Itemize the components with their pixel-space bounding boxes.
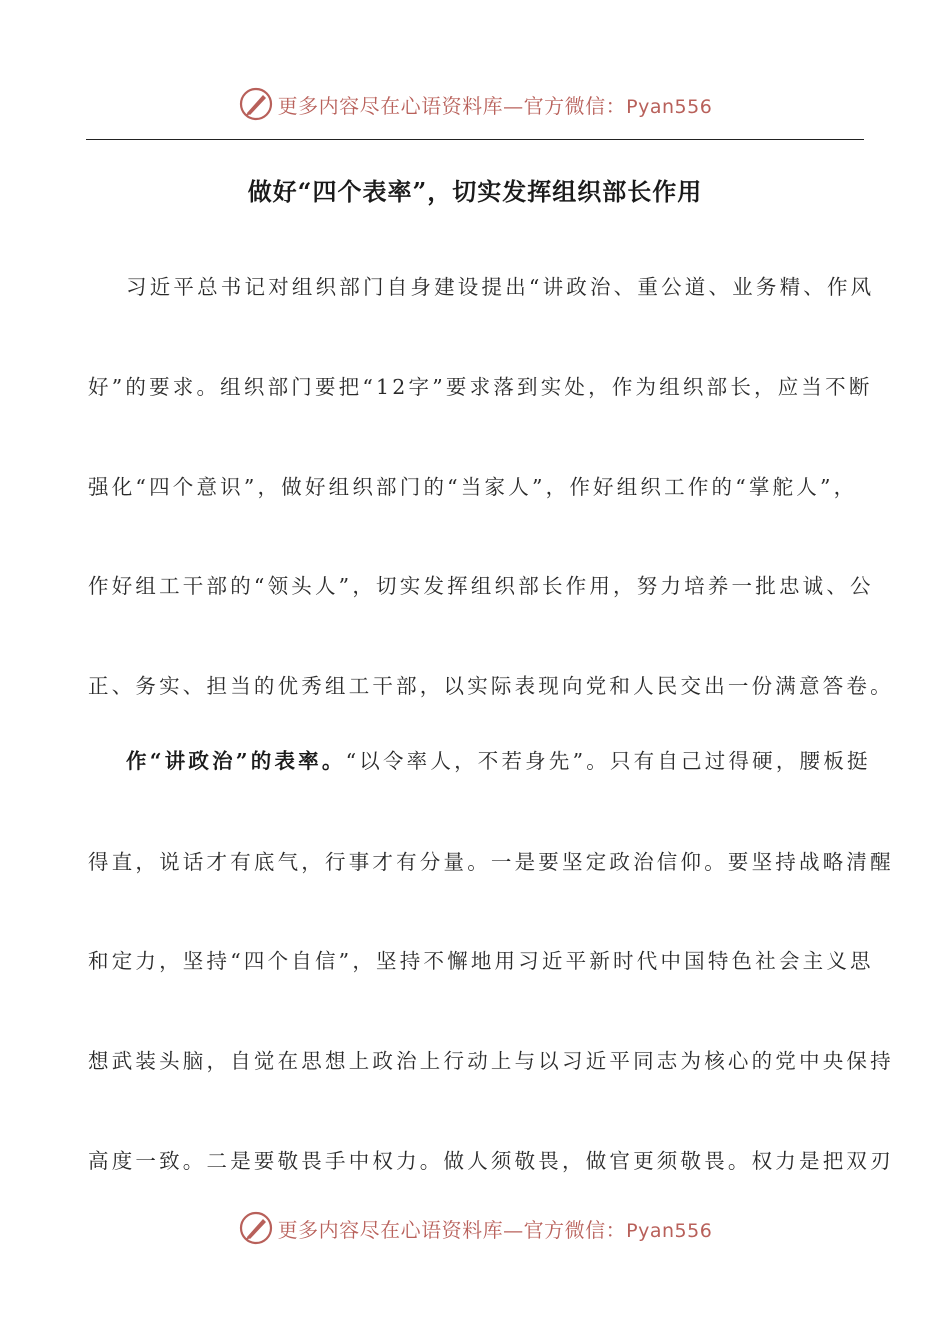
paragraph-line: 正、务实、担当的优秀组工干部，以实际表现向党和人民交出一份满意答卷。	[88, 674, 894, 698]
section-heading: 作“讲政治”的表率。	[126, 749, 346, 773]
paragraph-lead-line	[126, 747, 906, 775]
document-title: 做好“四个表率”，切实发挥组织部长作用	[247, 177, 703, 206]
lead-text: “以令率人，不若身先”。只有自己过得硬，腰板挺	[345, 749, 871, 773]
quill-logo-icon	[238, 86, 274, 122]
watermark-wechat-id: Pyan556	[626, 95, 713, 118]
header-watermark	[0, 82, 950, 126]
watermark-text: 更多内容尽在心语资料库—官方微信：Pyan556	[277, 93, 713, 118]
paragraph-line: 高度一致。二是要敬畏手中权力。做人须敬畏，做官更须敬畏。权力是把双刃	[88, 1149, 894, 1173]
quill-logo-icon	[238, 1210, 274, 1246]
watermark-wechat-id: Pyan556	[626, 1219, 713, 1242]
paragraph-line: 和定力，坚持“四个自信”，坚持不懈地用习近平新时代中国特色社会主义思	[88, 949, 874, 973]
paragraph-line: 作好组工干部的“领头人”，切实发挥组织部长作用，努力培养一批忠诚、公	[88, 574, 874, 598]
paragraph-line: 好”的要求。组织部门要把“12字”要求落到实处，作为组织部长，应当不断	[88, 375, 873, 399]
paragraph-line: 习近平总书记对组织部门自身建设提出“讲政治、重公道、业务精、作风	[126, 275, 875, 299]
paragraph-line: 想武装头脑，自觉在思想上政治上行动上与以习近平同志为核心的党中央保持	[88, 1049, 894, 1073]
header-divider	[86, 139, 864, 140]
watermark-text: 更多内容尽在心语资料库—官方微信：Pyan556	[277, 1217, 713, 1242]
footer-watermark	[0, 1206, 950, 1250]
paragraph-line: 强化“四个意识”，做好组织部门的“当家人”，作好组织工作的“掌舵人”，	[88, 475, 858, 499]
paragraph-line: 得直，说话才有底气，行事才有分量。一是要坚定政治信仰。要坚持战略清醒	[88, 850, 894, 874]
